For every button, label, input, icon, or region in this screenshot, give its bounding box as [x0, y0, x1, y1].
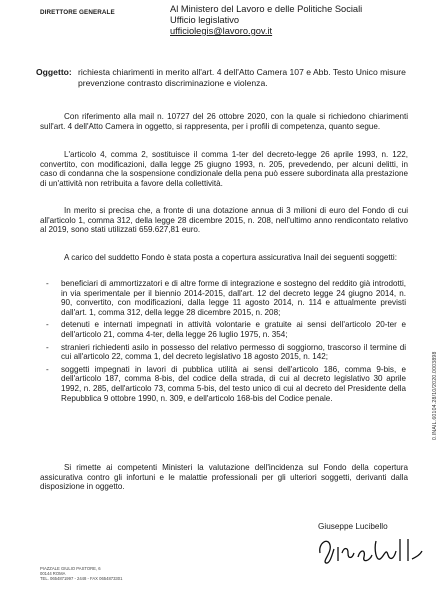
body-paragraph-2: L'articolo 4, comma 2, sostituisce il comma 1-ter del decreto-legge 26 aprile 1993, n. 122, convertito, con modificazioni, dalla legge 25 giugno 1993, n. 205, prevedendo, per alcuni delitti, in caso di condanna che la sospensione condizionale della pena può essere subordinata alla prestazione di un'attività non retribuita a favore della collettività.	[40, 150, 408, 188]
list-item: - soggetti impegnati in lavori di pubblica utilità ai sensi dell'articolo 186, comma 9-bis, e dell'articolo 187, comma 8-bis, del codice della strada, di cui al decreto legislativo 30 aprile 1992, n. 285, dell'articolo 73, comma 5-bis, del testo unico di cui al decreto del Presidente della Repubblica 9 ottobre 1990, n. 309, e dell'articolo 168-bis del Codice penale.	[46, 364, 406, 403]
dash-bullet: -	[46, 320, 49, 330]
recipient-ministry: Al Ministero del Lavoro e delle Politiche Sociali	[170, 4, 363, 14]
recipient-email-link[interactable]: ufficiolegis@lavoro.gov.it	[170, 26, 273, 36]
body-paragraph-4: A carico del suddetto Fondo è stata posta a copertura assicurativa Inail dei seguenti soggetti:	[64, 253, 397, 262]
dash-bullet: -	[46, 342, 49, 352]
subject-text: richiesta chiarimenti in merito all'art. 4 dell'Atto Camera 107 e Abb. Testo Unico misure prevenzione contrasto discriminazione e violenza.	[78, 67, 406, 88]
recipient-block	[170, 4, 362, 37]
subject-label: Oggetto:	[36, 67, 72, 77]
office-address: PIAZZALE GIULIO PASTORE, 6 00144 ROMA TEL. 0654871997 - 2448 - FAX 0654873301	[40, 566, 123, 581]
body-paragraph-5: Si rimette ai competenti Ministeri la valutazione dell'incidenza sul Fondo della copertura assicurativa contro gli infortuni e le malattie professionali per gli ulteriori soggetti, derivanti dalla disposizione in oggetto.	[40, 463, 408, 492]
protocol-stamp: 0.INAIL.60104.28/10/2020.0003898	[432, 351, 438, 440]
dash-bullet: -	[46, 279, 49, 288]
insured-subjects-list	[46, 279, 406, 406]
list-item: - beneficiari di ammortizzatori e di altre forme di integrazione e sostegno del reddito già introdotti, in via sperimentale per il biennio 2014-2015, dall'art. 12 del decreto legge 24 giugno 2014, n. 90, convertito, con modificazioni, dalla legge 11 agosto 2014, n. 114 e attualmente previsti dall'art. 1, comma 312, della legge 28 dicembre 2015, n. 208;	[46, 279, 406, 317]
handwritten-signature	[316, 533, 426, 565]
dash-bullet: -	[46, 364, 49, 374]
body-paragraph-3: In merito si precisa che, a fronte di una dotazione annua di 3 milioni di euro del Fondo di cui all'articolo 1, comma 312, della legge 28 dicembre 2015, n. 208, nell'ultimo anno rendicontato relativo al 2019, sono stati utilizzati 659.627,81 euro.	[40, 206, 408, 235]
body-paragraph-1: Con riferimento alla mail n. 10727 del 26 ottobre 2020, con la quale si richiedono chiarimenti sull'art. 4 dell'Atto Camera in oggetto, si rappresenta, per i profili di competenza, quanto segue.	[40, 112, 408, 131]
sender-title: DIRETTORE GENERALE	[40, 9, 115, 16]
recipient-office: Ufficio legislativo	[170, 15, 240, 25]
list-item: - stranieri richiedenti asilo in possesso del relativo permesso di soggiorno, trascorso il termine di cui all'articolo 22, comma 1, del decreto legislativo 18 agosto 2015, n. 142;	[46, 342, 406, 362]
signer-name: Giuseppe Lucibello	[318, 522, 388, 531]
list-item: - detenuti e internati impegnati in attività volontarie e gratuite ai sensi dell'articolo 20-ter e dell'articolo 21, comma 4-ter, della legge 26 luglio 1975, n. 354;	[46, 320, 406, 339]
subject-block	[36, 67, 408, 89]
